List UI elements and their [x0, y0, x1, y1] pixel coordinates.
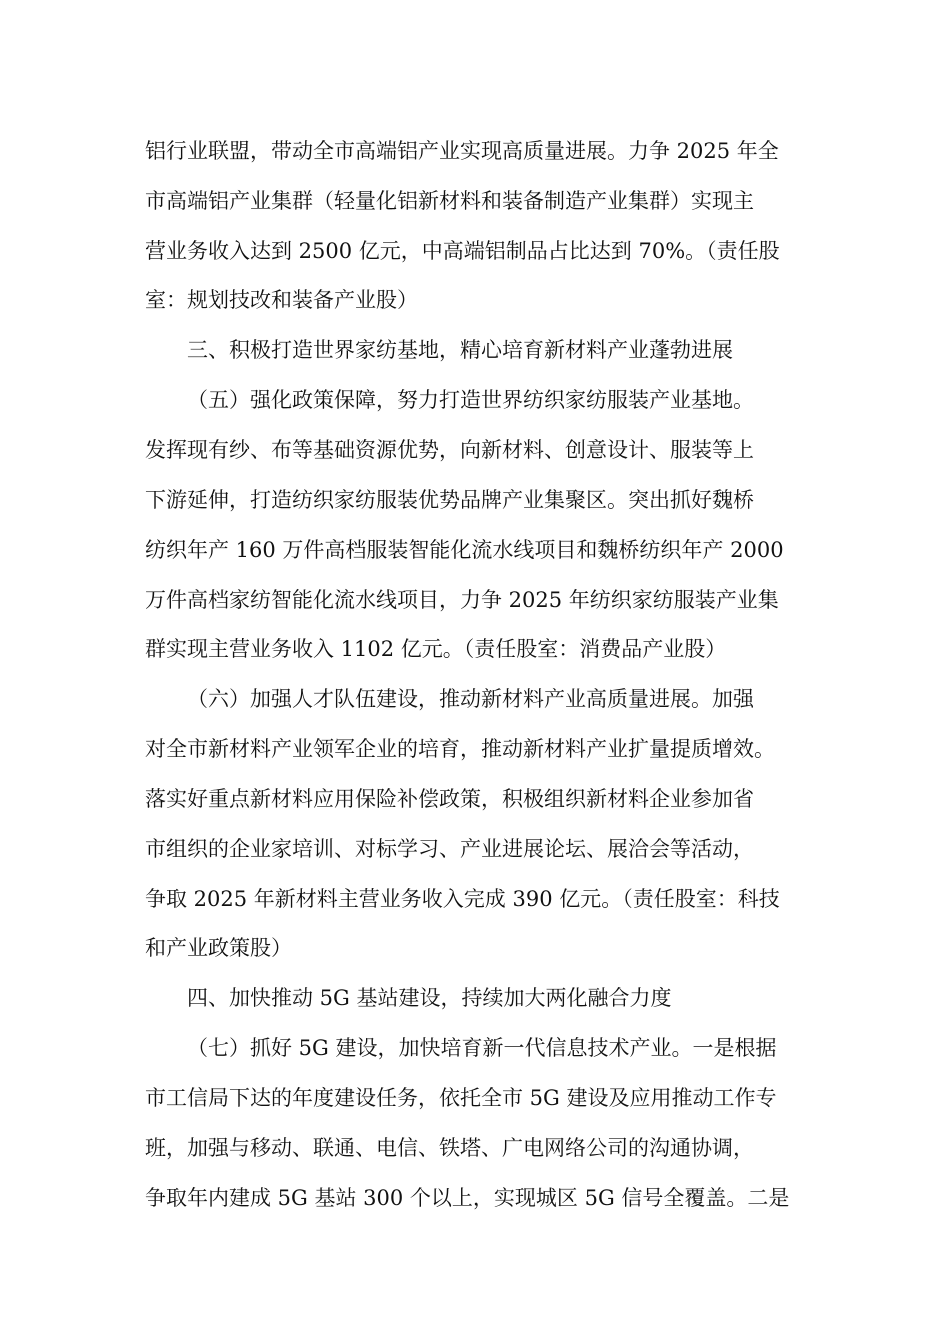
text-line: 市组织的企业家培训、对标学习、产业进展论坛、展洽会等活动， — [145, 837, 754, 861]
text-line: 市高端铝产业集群（轻量化铝新材料和装备制造产业集群）实现主 — [145, 189, 754, 213]
text-line: 发挥现有纱、布等基础资源优势，向新材料、创意设计、服装等上 — [145, 438, 754, 462]
text-line: 铝行业联盟，带动全市高端铝产业实现高质量进展。力争 2025 年全 — [145, 139, 779, 163]
text-line: 对全市新材料产业领军企业的培育，推动新材料产业扩量提质增效。 — [145, 737, 775, 761]
text-line: 群实现主营业务收入 1102 亿元。（责任股室：消费品产业股） — [145, 637, 727, 661]
paragraph-heading: （七）抓好 5G 建设，加快培育新一代信息技术产业。一是根据 — [187, 1036, 777, 1060]
text-line: 班，加强与移动、联通、电信、铁塔、广电网络公司的沟通协调， — [145, 1136, 754, 1160]
text-line: 争取年内建成 5G 基站 300 个以上，实现城区 5G 信号全覆盖。二是 — [145, 1186, 790, 1210]
text-line: 下游延伸，打造纺织家纺服装优势品牌产业集聚区。突出抓好魏桥 — [145, 488, 754, 512]
text-line: 市工信局下达的年度建设任务，依托全市 5G 建设及应用推动工作专 — [145, 1086, 777, 1110]
text-line: 万件高档家纺智能化流水线项目，力争 2025 年纺织家纺服装产业集 — [145, 588, 779, 612]
text-line: 落实好重点新材料应用保险补偿政策，积极组织新材料企业参加省 — [145, 787, 754, 811]
paragraph-heading: （六）加强人才队伍建设，推动新材料产业高质量进展。加强 — [187, 687, 754, 711]
section-heading: 三、积极打造世界家纺基地，精心培育新材料产业蓬勃进展 — [187, 338, 733, 362]
text-line: 室：规划技改和装备产业股） — [145, 288, 418, 312]
paragraph-heading: （五）强化政策保障，努力打造世界纺织家纺服装产业基地。 — [187, 388, 754, 412]
text-line: 纺织年产 160 万件高档服装智能化流水线项目和魏桥纺织年产 2000 — [145, 538, 784, 562]
section-heading: 四、加快推动 5G 基站建设，持续加大两化融合力度 — [187, 986, 672, 1010]
text-line: 和产业政策股） — [145, 936, 292, 960]
text-line: 争取 2025 年新材料主营业务收入完成 390 亿元。（责任股室：科技 — [145, 887, 780, 911]
text-line: 营业务收入达到 2500 亿元，中高端铝制品占比达到 70%。（责任股 — [145, 239, 780, 263]
